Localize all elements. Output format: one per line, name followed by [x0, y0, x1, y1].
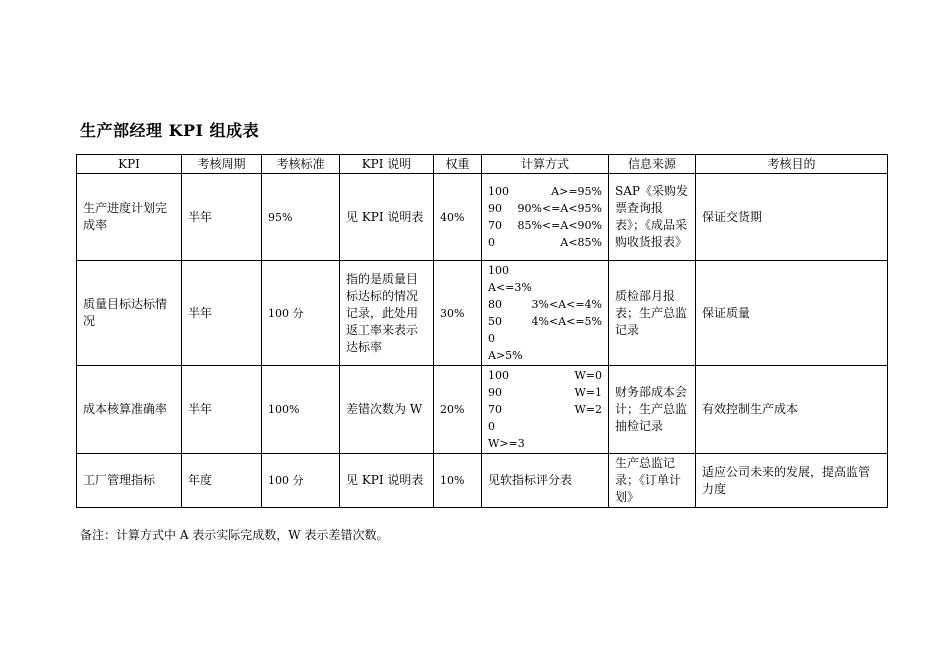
table-header-row — [77, 155, 888, 174]
cell-source: 生产总监记录；《订单计划》 — [609, 454, 696, 508]
cell-calc: 见软指标评分表 — [482, 454, 609, 508]
header-source: 信息来源 — [609, 155, 696, 174]
calc-line: 0 — [488, 332, 495, 345]
header-calc: 计算方式 — [482, 155, 609, 174]
kpi-table — [76, 154, 888, 508]
cell-purpose: 适应公司未来的发展，提高监管力度 — [696, 454, 888, 508]
cell-kpi: 生产进度计划完成率 — [77, 174, 182, 261]
header-weight: 权重 — [434, 155, 482, 174]
table-row — [77, 174, 888, 261]
calc-line: 90 90%<=A<95% — [488, 202, 602, 215]
cell-source: 财务部成本会计；生产总监抽检记录 — [609, 366, 696, 454]
cell-weight: 10% — [434, 454, 482, 508]
cell-desc: 指的是质量目标达标的情况记录，此处用返工率来表示达标率 — [340, 261, 434, 366]
cell-desc: 见 KPI 说明表 — [340, 454, 434, 508]
calc-line: A<=3% — [488, 281, 532, 294]
table-row — [77, 366, 888, 454]
calc-line: 0 A<85% — [488, 236, 602, 249]
cell-calc — [482, 261, 609, 366]
cell-period: 年度 — [182, 454, 262, 508]
calc-line: 70 85%<=A<90% — [488, 219, 602, 232]
cell-kpi: 质量目标达标情况 — [77, 261, 182, 366]
cell-period: 半年 — [182, 174, 262, 261]
cell-standard: 100 分 — [262, 454, 340, 508]
cell-weight: 40% — [434, 174, 482, 261]
cell-period: 半年 — [182, 366, 262, 454]
cell-standard: 100 分 — [262, 261, 340, 366]
calc-line: W>=3 — [488, 437, 525, 450]
calc-line: 50 4%<A<=5% — [488, 315, 602, 328]
page-title: 生产部经理 KPI 组成表 — [80, 121, 260, 140]
cell-weight: 30% — [434, 261, 482, 366]
cell-standard: 95% — [262, 174, 340, 261]
calc-line: 100 — [488, 264, 509, 277]
cell-desc: 见 KPI 说明表 — [340, 174, 434, 261]
calc-line: 100 W=0 — [488, 369, 602, 382]
cell-weight: 20% — [434, 366, 482, 454]
header-period: 考核周期 — [182, 155, 262, 174]
calc-line: A>5% — [488, 349, 523, 362]
header-purpose: 考核目的 — [696, 155, 888, 174]
cell-kpi: 工厂管理指标 — [77, 454, 182, 508]
cell-desc: 差错次数为 W — [340, 366, 434, 454]
cell-purpose: 保证交货期 — [696, 174, 888, 261]
cell-source: SAP《采购发票查询报表》；《成品采购收货报表》 — [609, 174, 696, 261]
header-desc: KPI 说明 — [340, 155, 434, 174]
table-row — [77, 454, 888, 508]
cell-calc — [482, 366, 609, 454]
calc-line: 80 3%<A<=4% — [488, 298, 602, 311]
cell-calc — [482, 174, 609, 261]
cell-standard: 100% — [262, 366, 340, 454]
table-row — [77, 261, 888, 366]
header-kpi: KPI — [77, 155, 182, 174]
header-standard: 考核标准 — [262, 155, 340, 174]
calc-line: 100 A>=95% — [488, 185, 602, 198]
footnote: 备注：计算方式中 A 表示实际完成数，W 表示差错次数。 — [80, 528, 389, 542]
cell-purpose: 有效控制生产成本 — [696, 366, 888, 454]
cell-period: 半年 — [182, 261, 262, 366]
cell-purpose: 保证质量 — [696, 261, 888, 366]
calc-line: 0 — [488, 420, 495, 433]
cell-kpi: 成本核算准确率 — [77, 366, 182, 454]
calc-line: 70 W=2 — [488, 403, 602, 416]
calc-line: 90 W=1 — [488, 386, 602, 399]
cell-source: 质检部月报表；生产总监记录 — [609, 261, 696, 366]
